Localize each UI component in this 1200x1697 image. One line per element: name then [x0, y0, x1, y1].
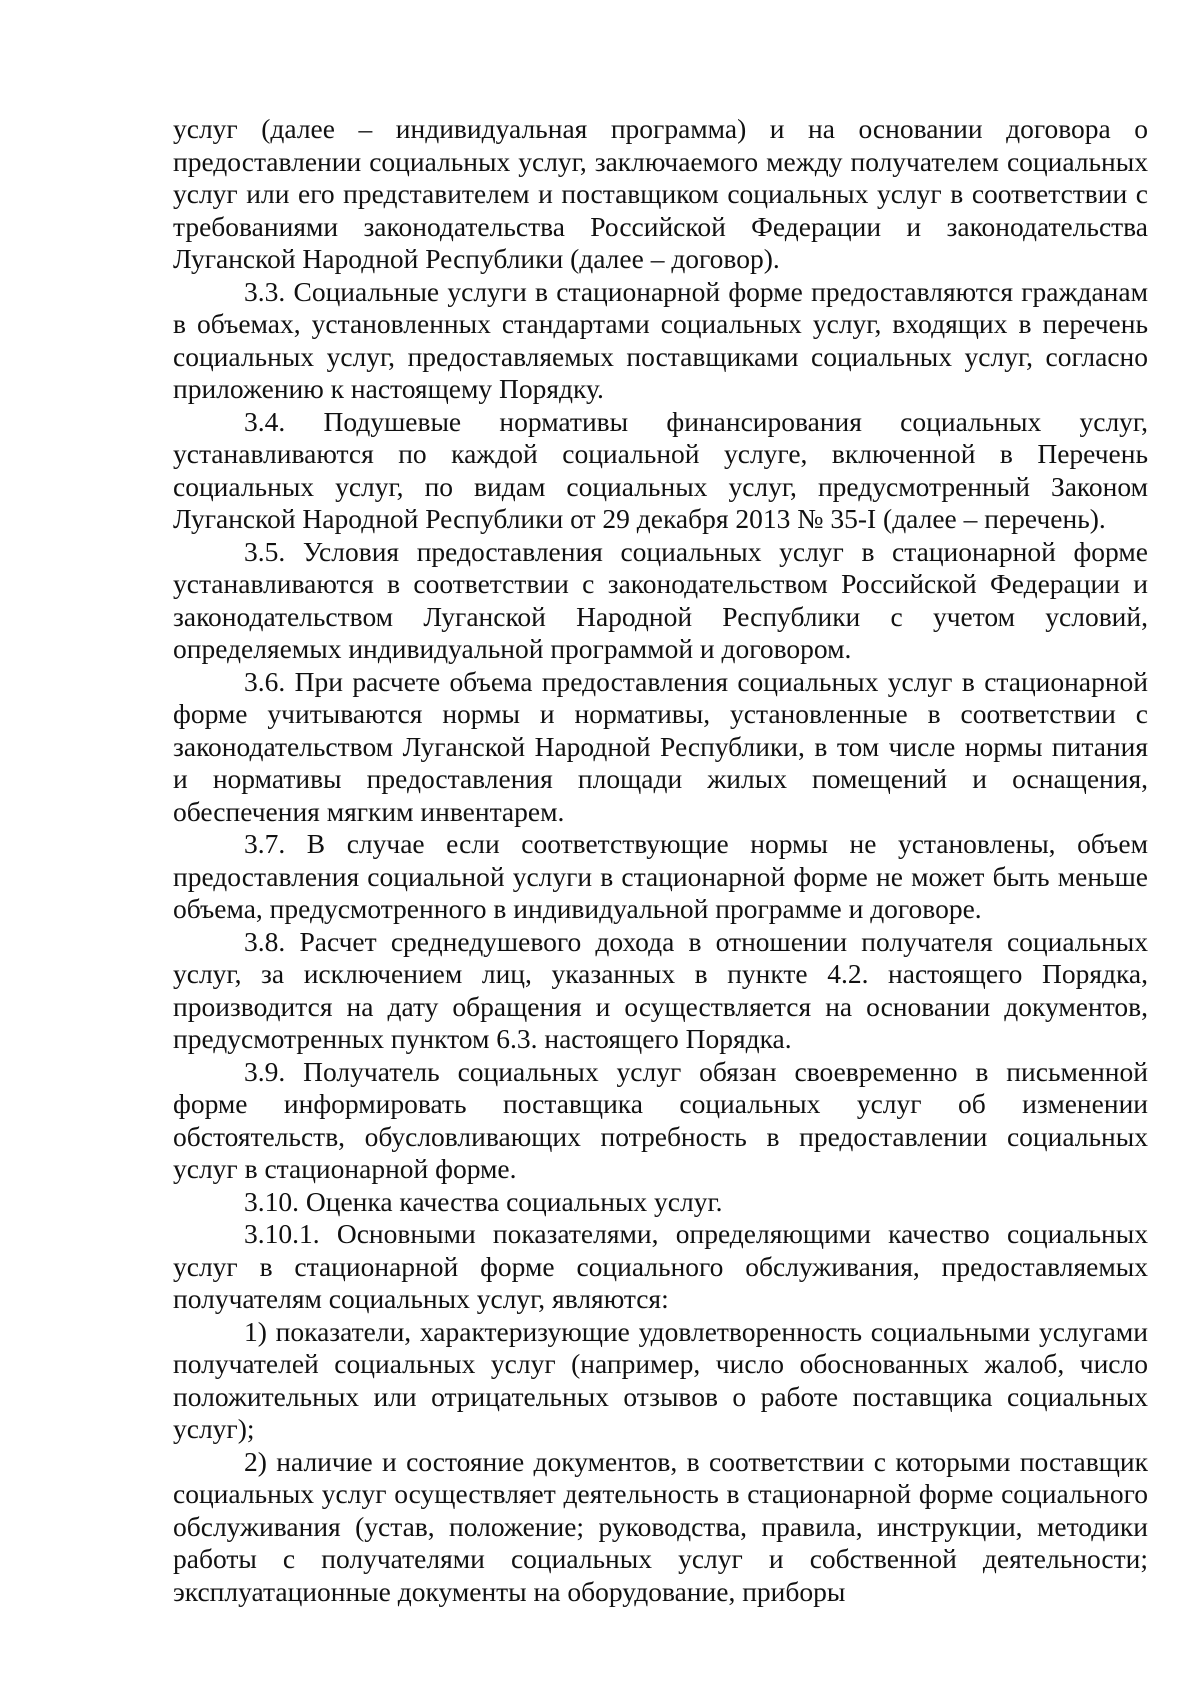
list-item-2: 2) наличие и состояние документов, в соответствии с которыми поставщик социальных услуг осуществляет деятельность в стационарной форме социального обслуживания (устав, положение; руководства, правила, инструкции, методики работы с получателями социальных услуг и собственной деятельности; эксплуатационные документы на оборудование, приборы — [173, 1445, 1148, 1607]
paragraph-3-4: 3.4. Подушевые нормативы финансирования социальных услуг, устанавливаются по каждой социальной услуге, включенной в Перечень социальных услуг, по видам социальных услуг, предусмотренный Законом Луганской Народной Республики от 29 декабря 2013 № 35-I (далее – перечень). — [173, 405, 1148, 534]
paragraph-3-8: 3.8. Расчет среднедушевого дохода в отношении получателя социальных услуг, за исключением лиц, указанных в пункте 4.2. настоящего Порядка, производится на дату обращения и осуществляется на основании документов, предусмотренных пунктом 6.3. настоящего Порядка. — [173, 925, 1148, 1054]
paragraph-3-5: 3.5. Условия предоставления социальных услуг в стационарной форме устанавливаются в соответствии с законодательством Российской Федерации и законодательством Луганской Народной Республики с учетом условий, определяемых индивидуальной программой и договором. — [173, 535, 1148, 664]
paragraph-3-6: 3.6. При расчете объема предоставления социальных услуг в стационарной форме учитываются нормы и нормативы, установленные в соответствии с законодательством Луганской Народной Республики, в том числе нормы питания и нормативы предоставления площади жилых помещений и оснащения, обеспечения мягким инвентарем. — [173, 665, 1148, 827]
paragraph-3-7: 3.7. В случае если соответствующие нормы не установлены, объем предоставления социальной услуги в стационарной форме не может быть меньше объема, предусмотренного в индивидуальной программе и договоре. — [173, 828, 1148, 924]
paragraph-3-3: 3.3. Социальные услуги в стационарной форме предоставляются гражданам в объемах, установленных стандартами социальных услуг, входящих в перечень социальных услуг, предоставляемых поставщиками социальных услуг, согласно приложению к настоящему Порядку. — [173, 275, 1148, 404]
list-item-1: 1) показатели, характеризующие удовлетворенность социальными услугами получателей социальных услуг (например, число обоснованных жалоб, число положительных или отрицательных отзывов о работе поставщика социальных услуг); — [173, 1315, 1148, 1444]
paragraph-3-9: 3.9. Получатель социальных услуг обязан своевременно в письменной форме информировать поставщика социальных услуг об изменении обстоятельств, обусловливающих потребность в предоставлении социальных услуг в стационарной форме. — [173, 1055, 1148, 1184]
paragraph-3-10-1: 3.10.1. Основными показателями, определяющими качество социальных услуг в стационарной форме социального обслуживания, предоставляемых получателям социальных услуг, являются: — [173, 1218, 1148, 1314]
paragraph-continuation: услуг (далее – индивидуальная программа) и на основании договора о предоставлении социальных услуг, заключаемого между получателем социальных услуг или его представителем и поставщиком социальных услуг в соответствии с требованиями законодательства Российской Федерации и законодательства Луганской Народной Республики (далее – договор). — [173, 113, 1148, 274]
document-body — [173, 113, 1148, 1608]
paragraph-3-10: 3.10. Оценка качества социальных услуг. — [244, 1185, 723, 1217]
